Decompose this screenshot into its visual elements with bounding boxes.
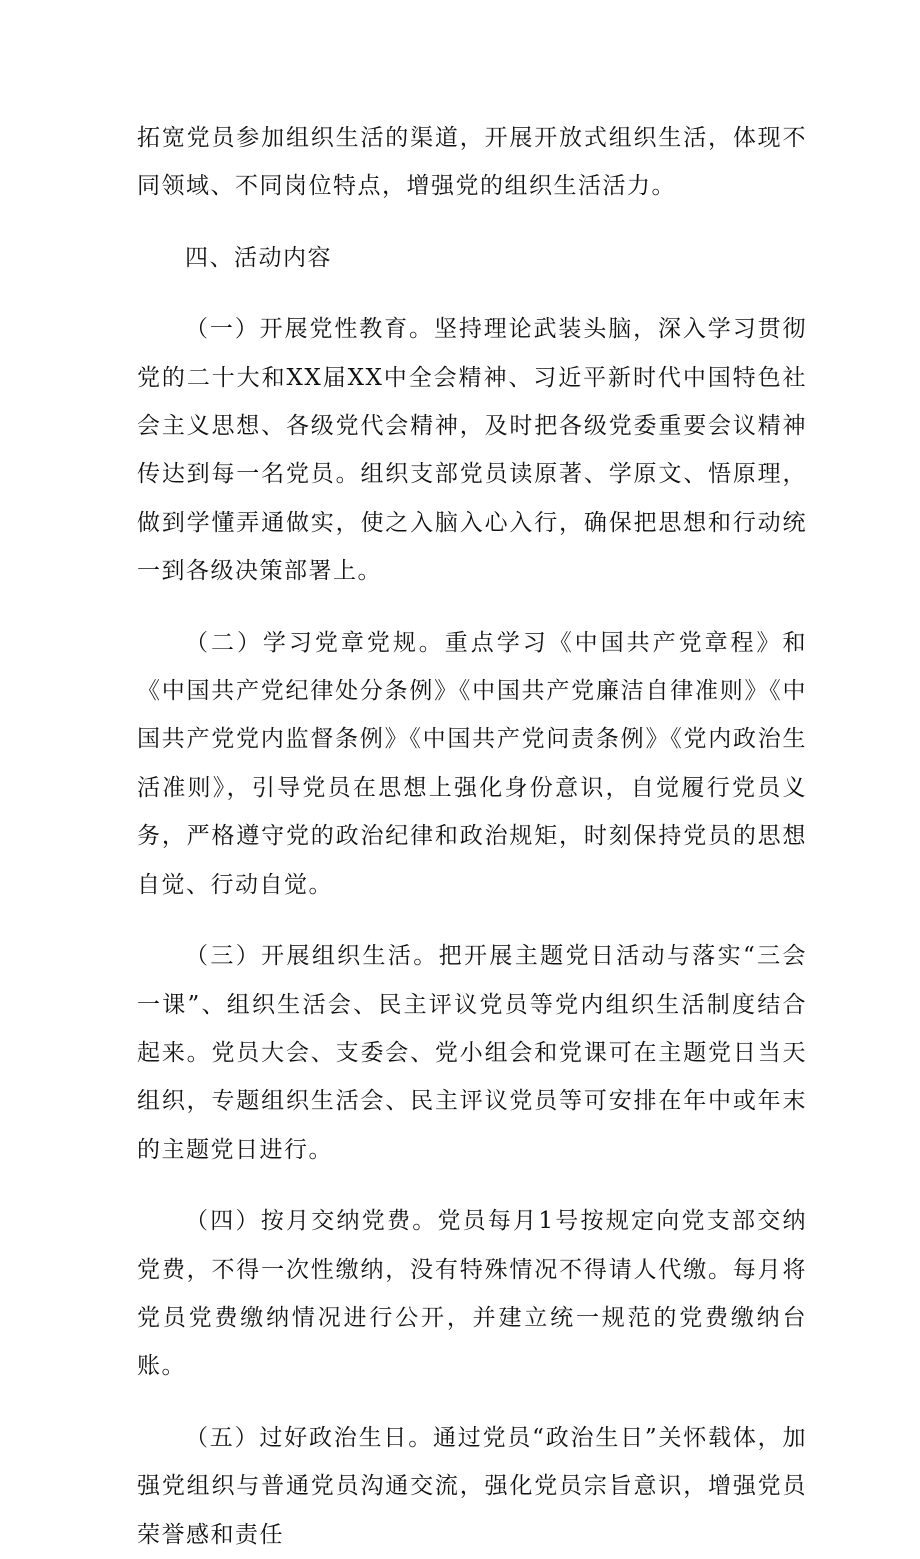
paragraph-item-2: （二）学习党章党规。重点学习《中国共产党章程》和《中国共产党纪律处分条例》《中国共产党廉洁自律准则》《中国共产党党内监督条例》《中国共产党问责条例》《党内政治生活准则》，引导党员在思想上强化身份意识，自觉履行党员义务，严格遵守党的政治纪律和政治规矩，时刻保持党员的思想自觉、行动自觉。 xyxy=(137,629,807,898)
section-heading-activities: 四、活动内容 xyxy=(185,244,332,271)
paragraph-gap xyxy=(137,596,807,619)
paragraph-item-5: （五）过好政治生日。通过党员“政治生日”关怀载体，加强党组织与普通党员沟通交流，强化党员宗旨意识，增强党员荣誉感和责任 xyxy=(137,1424,807,1548)
paragraph-gap xyxy=(137,211,807,234)
paragraph-gap xyxy=(137,282,807,305)
paragraph-gap xyxy=(137,1174,807,1197)
paragraph-gap xyxy=(137,909,807,932)
paragraph-item-4: （四）按月交纳党费。党员每月1号按规定向党支部交纳党费，不得一次性缴纳，没有特殊情况不得请人代缴。每月将党员党费缴纳情况进行公开，并建立统一规范的党费缴纳台账。 xyxy=(137,1208,807,1380)
paragraph-intro: 拓宽党员参加组织生活的渠道，开展开放式组织生活，体现不同领域、不同岗位特点，增强党的组织生活活力。 xyxy=(137,125,807,200)
paragraph-gap xyxy=(137,1391,807,1414)
paragraph-item-3: （三）开展组织生活。把开展主题党日活动与落实“三会一课”、组织生活会、民主评议党员等党内组织生活制度结合起来。党员大会、支委会、党小组会和党课可在主题党日当天组织，专题组织生活会、民主评议党员等可安排在年中或年末的主题党日进行。 xyxy=(137,943,807,1163)
paragraph-item-1: （一）开展党性教育。坚持理论武装头脑，深入学习贯彻党的二十大和XX届XX中全会精神、习近平新时代中国特色社会主义思想、各级党代会精神，及时把各级党委重要会议精神传达到每一名党员。组织支部党员读原著、学原文、悟原理，做到学懂弄通做实，使之入脑入心入行，确保把思想和行动统一到各级决策部署上。 xyxy=(137,316,807,585)
document-body xyxy=(137,114,807,1559)
